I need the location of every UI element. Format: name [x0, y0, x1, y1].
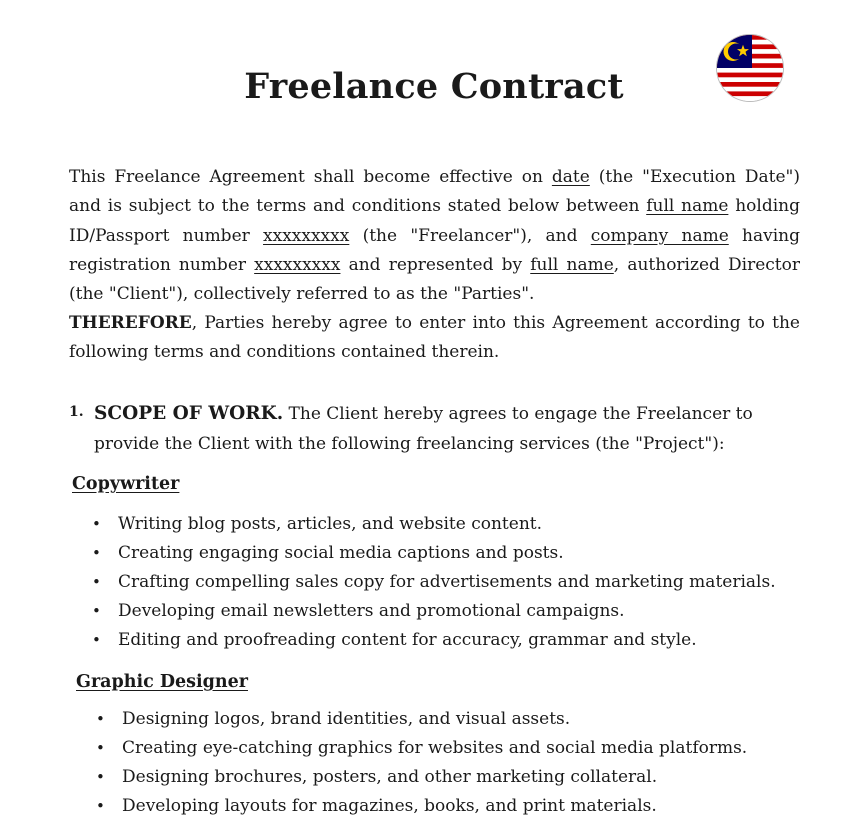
graphic-designer-list	[122, 705, 747, 821]
document-title: Freelance Contract	[244, 66, 624, 107]
list-item: • Creating eye-catching graphics for websites and social media platforms.	[122, 734, 747, 763]
intro-text: holding ID/Passport number	[69, 196, 800, 246]
list-item: • Designing brochures, posters, and other marketing collateral.	[122, 763, 747, 792]
execution-date-field: date	[551, 167, 590, 187]
list-item: • Writing blog posts, articles, and website content.	[118, 510, 776, 539]
list-item: • Developing layouts for magazines, books, and print materials.	[122, 792, 747, 821]
section-text: The Client hereby agrees to engage the Freelancer to provide the Client with the following freelancing services (the "Project"):	[94, 404, 753, 454]
intro-text: (the "Execution Date") and is subject to the terms and conditions stated below between	[69, 167, 801, 217]
therefore-text: , Parties hereby agree to enter into this Agreement according to the following terms and conditions contained therein.	[69, 313, 800, 363]
intro-text: having registration number	[69, 225, 800, 275]
list-item: • Designing logos, brand identities, and visual assets.	[122, 705, 747, 734]
intro-text: , authorized Director (the "Client"), collectively referred to as the "Parties".	[69, 254, 800, 305]
copywriter-heading: Copywriter	[72, 474, 180, 494]
intro-paragraph	[69, 163, 800, 309]
registration-number-field: xxxxxxxxx	[254, 254, 341, 275]
list-item: • Editing and proofreading content for accuracy, grammar and style.	[118, 626, 776, 655]
list-item: • Creating engaging social media captions and posts.	[118, 539, 776, 568]
scope-of-work-section	[94, 399, 800, 459]
intro-text: and represented by	[340, 254, 531, 275]
therefore-label: THEREFORE	[69, 313, 192, 333]
freelancer-id-field: xxxxxxxxx	[263, 225, 350, 246]
list-item: • Crafting compelling sales copy for advertisements and marketing materials.	[118, 568, 776, 597]
intro-text: This Freelance Agreement shall become effective on	[69, 167, 552, 187]
director-name-field: full name	[530, 254, 614, 275]
list-item: • Developing email newsletters and promotional campaigns.	[118, 597, 776, 626]
section-number: 1.	[69, 404, 84, 420]
company-name-field: company name	[590, 225, 729, 246]
freelancer-name-field: full name	[646, 196, 729, 217]
intro-text: (the "Freelancer"), and	[349, 225, 591, 246]
graphic-designer-heading: Graphic Designer	[76, 672, 248, 692]
section-heading: SCOPE OF WORK.	[94, 403, 284, 424]
copywriter-list	[118, 510, 776, 655]
therefore-paragraph	[69, 309, 800, 368]
